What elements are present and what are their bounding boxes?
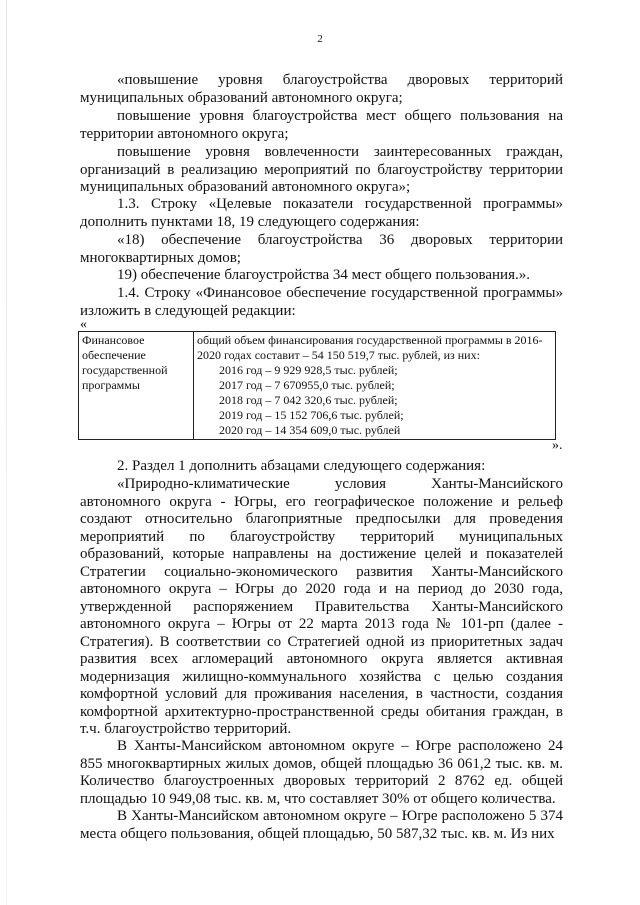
paragraph-goal-citizen-involvement: повышение уровня вовлеченности заинтересованных граждан, организаций в реализацию мероприятий по благоустройству территории муниципальных образований автономного округа»;	[80, 144, 563, 195]
paragraph-goal-public-places: повышение уровня благоустройства мест общего пользования на территории автономного округа;	[80, 108, 563, 142]
financing-table	[78, 331, 556, 440]
quote-close: ».	[552, 438, 563, 453]
paragraph-climate-strategy: «Природно-климатические условия Ханты-Мансийского автономного округа - Югры, его географическое положение и рельеф создают относительно благоприятные предпосылки для проведения мероприятий по благоустройству территорий муниципальных образований, которые направлены на достижение целей и показателей Стратегии социально-экономического развития Ханты-Мансийского автономного округа – Югры до 2020 года и на период до 2030 года, утвержденной распоряжением Правительства Ханты-Мансийского автономного округа – Югры от 22 марта 2013 года № 101-рп (далее - Стратегия). В соответствии со Стратегией одной из приоритетных задач развития всех агломераций автономного округа является активная модернизация жилищно-коммунального хозяйства с целью создания комфортной условий для проживания населения, в частности, создания комфортной архитектурно-пространственной среды обитания граждан, в т.ч. благоустройство территорий.	[80, 476, 563, 737]
quote-open: «	[80, 317, 87, 332]
financing-year-2018: 2018 год – 7 042 320,6 тыс. рублей;	[219, 393, 398, 407]
paragraph-section-2: 2. Раздел 1 дополнить абзацами следующего содержания:	[117, 458, 486, 474]
paragraph-apartment-buildings: В Ханты-Мансийском автономном округе – Югре расположено 24 855 многоквартирных жилых домов, общей площадью 36 061,2 тыс. кв. м. Количество благоустроенных дворовых территорий 2 8762 ед. общей площадью 10 949,08 тыс. кв. м, что составляет 30% от общего количества.	[80, 738, 563, 807]
paragraph-1-4: 1.4. Строку «Финансовое обеспечение государственной программы» изложить в следующей редакции:	[80, 285, 563, 319]
financing-year-2019: 2019 год – 15 152 706,6 тыс. рублей;	[219, 408, 404, 422]
scan-edge	[6, 0, 7, 905]
paragraph-goal-courtyards: «повышение уровня благоустройства дворовых территорий муниципальных образований автономного округа;	[80, 72, 563, 106]
financing-year-2016: 2016 год – 9 929 928,5 тыс. рублей;	[219, 363, 398, 377]
financing-value-cell	[194, 332, 556, 440]
financing-year-2017: 2017 год – 7 670955,0 тыс. рублей;	[219, 378, 395, 392]
paragraph-item-18: «18) обеспечение благоустройства 36 дворовых территории многоквартирных домов;	[80, 232, 563, 266]
page-number: 2	[317, 33, 323, 45]
financing-label-cell: Финансовое обеспечение государственной программы	[79, 332, 194, 440]
paragraph-1-3: 1.3. Строку «Целевые показатели государственной программы» дополнить пунктами 18, 19 следующего содержания:	[80, 196, 563, 230]
financing-year-2020: 2020 год – 14 354 609,0 тыс. рублей	[219, 423, 401, 437]
paragraph-item-19: 19) обеспечение благоустройства 34 мест общего пользования.».	[117, 267, 530, 283]
paragraph-public-places: В Ханты-Мансийском автономном округе – Югре расположено 5 374 места общего пользования, общей площадью, 50 587,32 тыс. кв. м. Из них	[80, 808, 563, 842]
financing-intro: общий объем финансирования государственной программы в 2016-2020 годах составит – 54 150 519,7 тыс. рублей, из них:	[197, 333, 543, 362]
